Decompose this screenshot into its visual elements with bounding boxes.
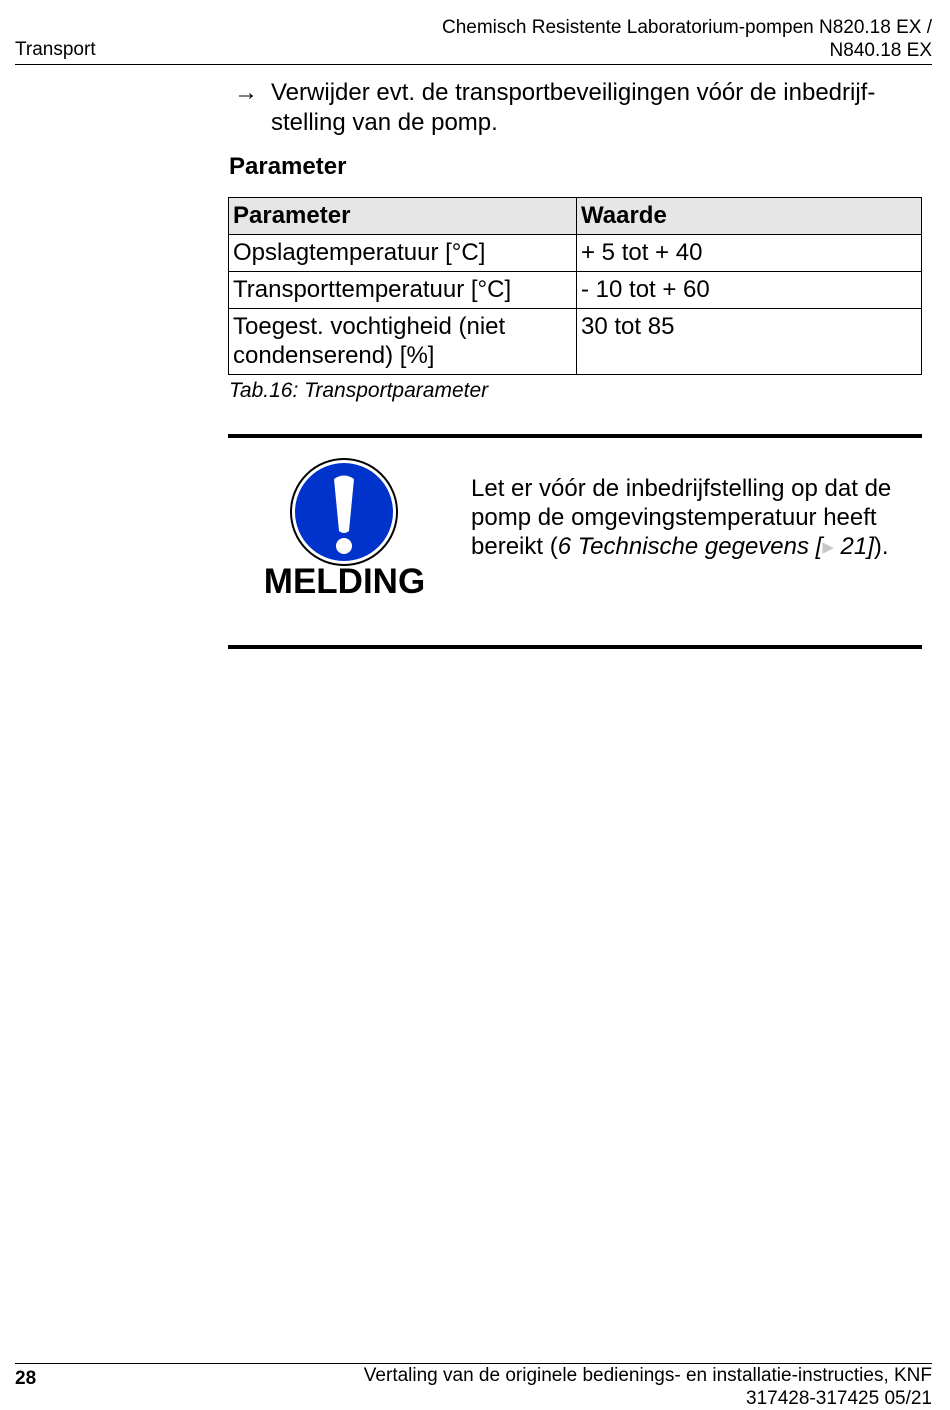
table-header-cell: Waarde [577,198,922,235]
arrow-right-icon: → [234,79,258,106]
cross-reference-link[interactable] [558,533,874,560]
table-cell: Opslagtemperatuur [°C] [229,235,577,272]
instruction-text: Verwijder evt. de transportbeveiligingen vóór de inbedrijfstelling van de pomp. [271,79,876,136]
footer-line-2: 317428-317425 05/21 [746,1388,932,1409]
table-row [229,272,922,309]
table-cell: 30 tot 85 [577,309,922,375]
parameter-table [228,197,922,375]
notice-text-after: ). [873,533,889,560]
header-divider [15,64,932,65]
section-heading: Parameter [229,153,347,180]
notice-text-before: Let er vóór de inbedrijfstelling op dat de pomp de omgevingstemperatuur heeft bereikt ( [471,475,892,560]
footer-text [232,1364,932,1410]
footer-line-1: Vertaling van de originele bedienings- en installatie-instructies, KNF [363,1365,932,1386]
header-title-line-2: N840.18 EX [829,40,932,61]
table-header-cell: Parameter [229,198,577,235]
reference-title: 6 Technische gegevens [557,533,809,560]
table-header-row [229,198,922,235]
notice-label: MELDING [263,562,426,601]
table-row [229,235,922,272]
header-section-title: Transport [15,39,96,60]
instruction-step [234,78,924,138]
reference-open-bracket: [ [815,533,823,560]
header-document-title [232,16,932,62]
table-cell: Toegest. vochtigheid (niet condenserend) [%] [229,309,577,375]
table-cell: + 5 tot + 40 [577,235,922,272]
notice-bottom-rule [228,645,922,649]
notice-top-rule [228,434,922,438]
reference-page: 21] [833,533,874,560]
table-caption: Tab.16: Transportparameter [229,379,489,402]
exclamation-icon [289,457,399,572]
page-arrow-icon: ▶ [822,539,834,556]
header-title-line-1: Chemisch Resistente Laboratorium-pompen N820.18 EX / [441,17,932,38]
page-number: 28 [15,1368,37,1389]
notice-text [471,474,911,562]
table-cell: Transporttemperatuur [°C] [229,272,577,309]
table-row [229,309,922,375]
table-cell: - 10 tot + 60 [577,272,922,309]
